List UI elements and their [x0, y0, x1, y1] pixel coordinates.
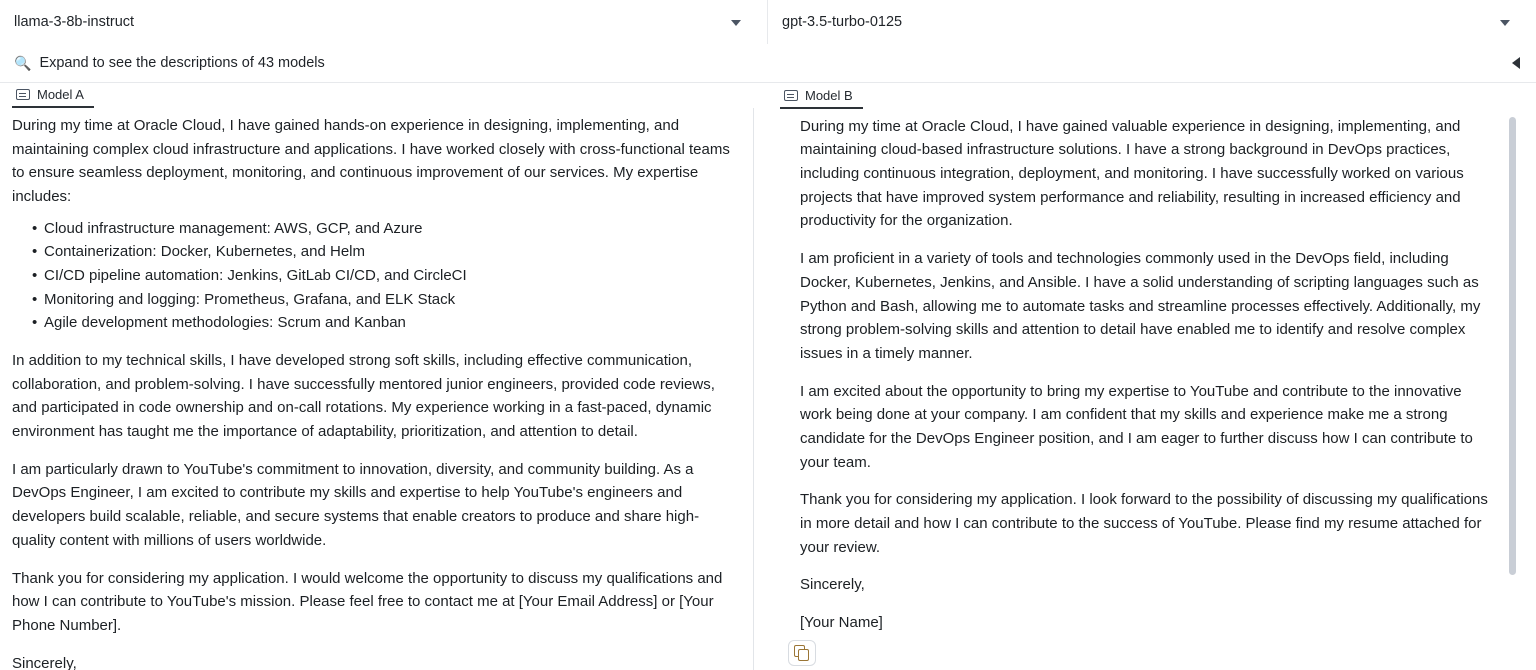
copy-response-button[interactable] — [788, 640, 816, 666]
paragraph: Sincerely, — [800, 576, 865, 594]
magnifier-icon: 🔍 — [14, 54, 32, 71]
model-b-select[interactable] — [768, 0, 1536, 44]
paragraph: I am excited about the opportunity to bring my expertise to YouTube and contribute to the innovative work being done at your company. I am confident that my skills and experience make me a strong candidate for the DevOps Engineer position, and I am eager to further discuss how I can contribute to your team. — [800, 382, 1473, 471]
paragraph: I am proficient in a variety of tools and technologies commonly used in the DevOps field, including Docker, Kubernetes, Jenkins, and Ansible. I have a solid understanding of scripting languages such as Python and Bash, allowing me to automate tasks and streamline processes effectively. Additionally, my strong problem-solving skills and attention to detail have enabled me to identify and resolve complex issues in a timely manner. — [800, 250, 1481, 362]
paragraph: [Your Name] — [800, 614, 883, 632]
tab-model-b-label: Model B — [805, 88, 853, 104]
model-a-panel — [0, 83, 768, 670]
paragraph: Thank you for considering my application. I look forward to the possibility of discussing my qualifications in more detail and how I can contribute to the success of YouTube. Please find my resume attached for your review. — [800, 491, 1488, 556]
tab-model-a[interactable] — [12, 84, 94, 108]
model-b-scrollbar-thumb[interactable] — [1509, 117, 1516, 575]
model-b-scrollbar[interactable] — [1509, 117, 1516, 662]
list-item: • Cloud infrastructure management: AWS, GCP, and Azure — [12, 217, 731, 241]
model-b-tabbar — [780, 83, 1522, 109]
paragraph: Thank you for considering my application. I would welcome the opportunity to discuss my qualifications and how I can contribute to YouTube's mission. Please feel free to contact me at [Your Email Address] or [Your Phone Number]. — [12, 569, 723, 634]
model-b-response-body — [780, 109, 1522, 670]
collapse-left-arrow-icon[interactable] — [1512, 57, 1520, 69]
message-icon — [784, 90, 798, 101]
paragraph: During my time at Oracle Cloud, I have gained hands-on experience in designing, implementing, and maintaining complex cloud infrastructure and applications. I have worked closely with cross-functional teams to ensure seamless deployment, monitoring, and continuous improvement of our services. My expertise includes: — [12, 116, 730, 205]
chevron-down-icon — [731, 20, 741, 26]
model-a-response-body — [12, 108, 754, 670]
copy-icon — [794, 645, 810, 662]
model-selector-row — [0, 0, 1536, 44]
paragraph: In addition to my technical skills, I have developed strong soft skills, including effective communication, collaboration, and problem-solving. I have successfully mentored junior engineers, provided code reviews, and participated in code ownership and on-call rotations. My experience working in a fast-paced, dynamic environment has taught me the importance of adaptability, prioritization, and attention to detail. — [12, 352, 715, 441]
paragraph: Sincerely, — [12, 654, 77, 670]
model-descriptions-expander-label: Expand to see the descriptions of 43 models — [39, 54, 325, 71]
chevron-down-icon — [1500, 20, 1510, 26]
model-a-select-value: llama-3-8b-instruct — [14, 14, 135, 30]
tab-model-b[interactable] — [780, 85, 863, 109]
model-descriptions-expander-row — [0, 44, 1536, 83]
model-descriptions-expander[interactable] — [14, 55, 325, 71]
model-a-select[interactable] — [0, 0, 768, 44]
model-a-tabbar — [12, 83, 754, 108]
message-icon — [16, 89, 30, 100]
model-a-expertise-list — [12, 217, 731, 335]
tab-model-a-label: Model A — [37, 87, 84, 103]
paragraph: During my time at Oracle Cloud, I have gained valuable experience in designing, implementing, and maintaining cloud-based infrastructure solutions. I have a strong background in DevOps practices, including continuous integration, deployment, and monitoring. I have successfully worked on various projects that have improved system performance and reliability, resulting in increased efficiency and productivity for the organization. — [800, 117, 1464, 230]
list-item: • Containerization: Docker, Kubernetes, and Helm — [12, 240, 731, 264]
list-item: • Agile development methodologies: Scrum and Kanban — [12, 311, 731, 335]
paragraph: I am particularly drawn to YouTube's commitment to innovation, diversity, and community building. As a DevOps Engineer, I am excited to contribute my skills and expertise to help YouTube's engineers and developers build scalable, reliable, and secure systems that enable creators to produce and share high-quality content with millions of users worldwide. — [12, 460, 700, 549]
model-b-panel — [768, 83, 1536, 670]
list-item: • CI/CD pipeline automation: Jenkins, GitLab CI/CD, and CircleCI — [12, 264, 731, 288]
list-item: • Monitoring and logging: Prometheus, Grafana, and ELK Stack — [12, 288, 731, 312]
model-b-select-value: gpt-3.5-turbo-0125 — [782, 14, 903, 30]
response-panels — [0, 83, 1536, 670]
